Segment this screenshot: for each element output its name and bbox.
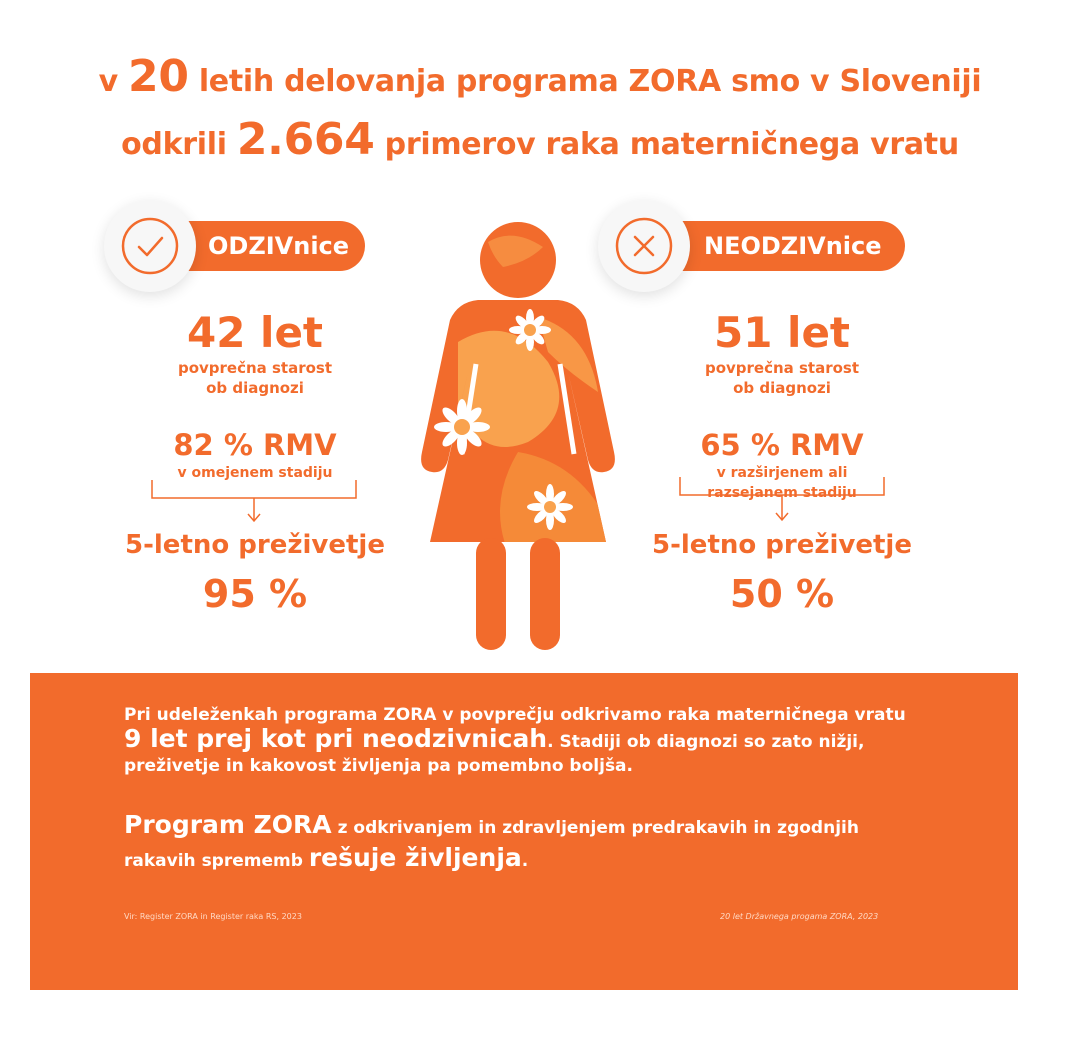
non-responders-survival-value: 50 % xyxy=(729,572,835,616)
publication-note: 20 let Državnega progama ZORA, 2023 xyxy=(720,912,879,921)
summary-highlight-years: 9 let prej kot pri neodzivnicah xyxy=(124,724,548,753)
responders-age: 42 let xyxy=(186,308,324,357)
figure-leg-left xyxy=(476,538,506,650)
headline-count: 2.664 xyxy=(236,114,375,165)
x-icon xyxy=(612,214,676,278)
headline xyxy=(0,48,1080,174)
non-responders-rmv: 65 % RMV xyxy=(700,428,864,462)
check-badge xyxy=(104,200,196,292)
responders-pill: ODZIVnice xyxy=(150,221,365,271)
summary-highlight-lives: rešuje življenja xyxy=(308,843,522,872)
summary-program-name: Program ZORA xyxy=(124,810,332,839)
woman-figure-icon xyxy=(418,222,618,654)
headline-line-1: v 20 letih delovanja programa ZORA smo v Sloveniji xyxy=(98,51,982,102)
responders-survival-value: 95 % xyxy=(202,572,308,616)
source-note: Vir: Register ZORA in Register raka RS, 2023 xyxy=(124,912,302,921)
summary-paragraph-1: Pri udeleženkah programa ZORA v povprečju odkrivamo raka materničnega vratu 9 let prej kot pri neodzivnicah. Stadiji ob diagnozi so zato nižji, preživetje in kakovost življenja pa pomembno boljša. xyxy=(124,705,906,776)
responders-age-caption: povprečna starost ob diagnozi xyxy=(177,359,333,397)
summary-panel xyxy=(30,673,1018,990)
figure-leg-right xyxy=(530,538,560,650)
responders-rmv: 82 % RMV xyxy=(173,428,337,462)
non-responders-age-caption: povprečna starost ob diagnozi xyxy=(704,359,860,397)
non-responders-age: 51 let xyxy=(713,308,851,357)
check-icon xyxy=(118,214,182,278)
summary-paragraph-2: Program ZORA z odkrivanjem in zdravljenjem predrakavih in zgodnjih rakavih sprememb rešuje življenja. xyxy=(124,810,859,872)
non-responders-rmv-caption: v razširjenem ali razsejanem stadiju xyxy=(707,465,857,501)
responders-bracket-arrow xyxy=(150,478,358,524)
responders-rmv-caption: v omejenem stadiju xyxy=(177,465,333,481)
responders-survival-label: 5-letno preživetje xyxy=(125,530,385,560)
headline-line-2: odkrili 2.664 primerov raka materničnega vratu xyxy=(121,114,959,165)
non-responders-bracket-arrow xyxy=(678,475,886,525)
non-responders-survival-label: 5-letno preživetje xyxy=(652,530,912,560)
headline-years: 20 xyxy=(128,51,189,102)
non-responders-pill: NEODZIVnice xyxy=(640,221,905,271)
